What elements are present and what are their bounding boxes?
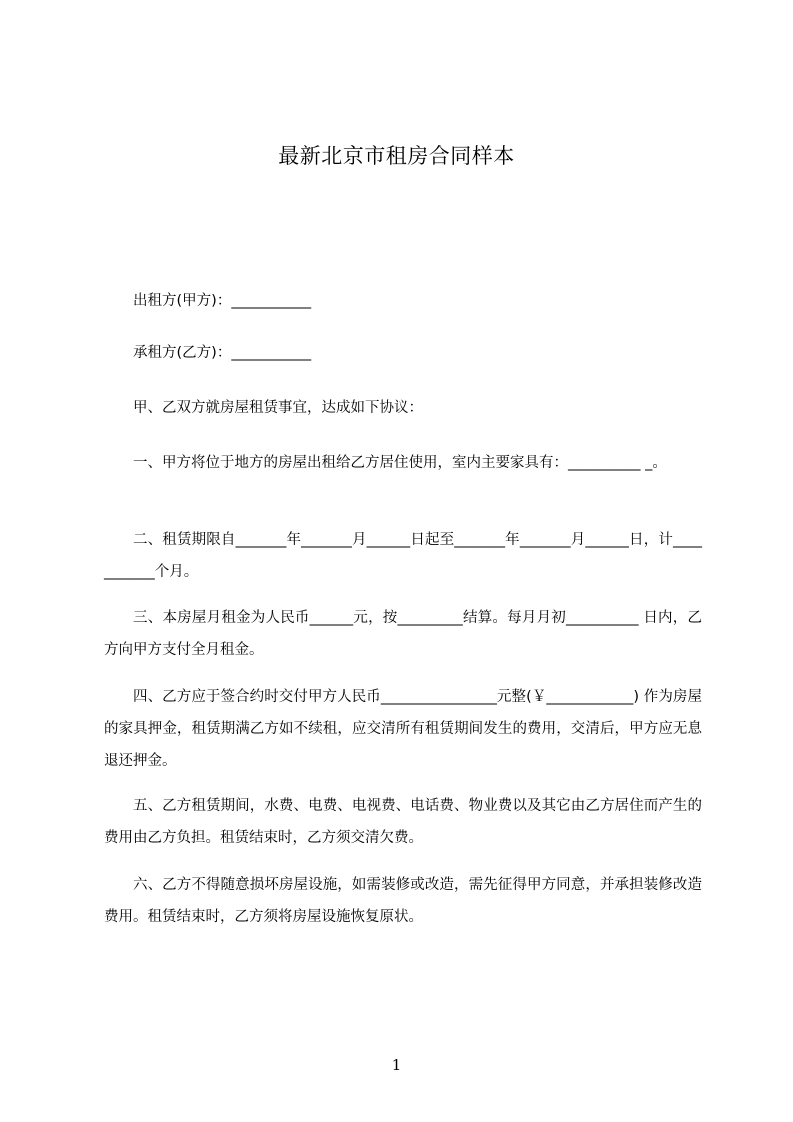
page-number: 1 [391, 1056, 402, 1074]
intro-paragraph: 甲、乙双方就房屋租赁事宜，达成如下协议： [133, 400, 423, 416]
clause-5: 五、乙方租赁期间，水费、电费、电视费、电话费、物业费以及其它由乙方居住而产生的费用由乙方负担。租赁结束时，乙方须交清欠费。 [104, 798, 702, 846]
lessor-line: 出租方(甲方)：___________ [133, 293, 312, 309]
lessee-line: 承租方(乙方)：___________ [133, 345, 312, 361]
clause-4: 四、乙方应于签合约时交付甲方人民币________________元整(￥____________) 作为房屋的家具押金，租赁期满乙方如不续租，应交清所有租赁期间发生的费用，交清后，甲方应无息退还押金。 [104, 689, 702, 769]
clause-2: 二、租赁期限自_______年_______月______日起至_______年_______月______日，计___________个月。 [104, 532, 702, 580]
clause-3: 三、本房屋月租金为人民币______元，按_________结算。每月月初__________ 日内，乙方向甲方支付全月租金。 [104, 610, 702, 658]
clause-6: 六、乙方不得随意损坏房屋设施，如需装修或改造，需先征得甲方同意，并承担装修改造费用。租赁结束时，乙方须将房屋设施恢复原状。 [104, 877, 702, 925]
document-title: 最新北京市租房合同样本 [278, 144, 515, 168]
clause-1: 一、甲方将位于地方的房屋出租给乙方居住使用，室内主要家具有：__________ _。 [133, 455, 667, 471]
